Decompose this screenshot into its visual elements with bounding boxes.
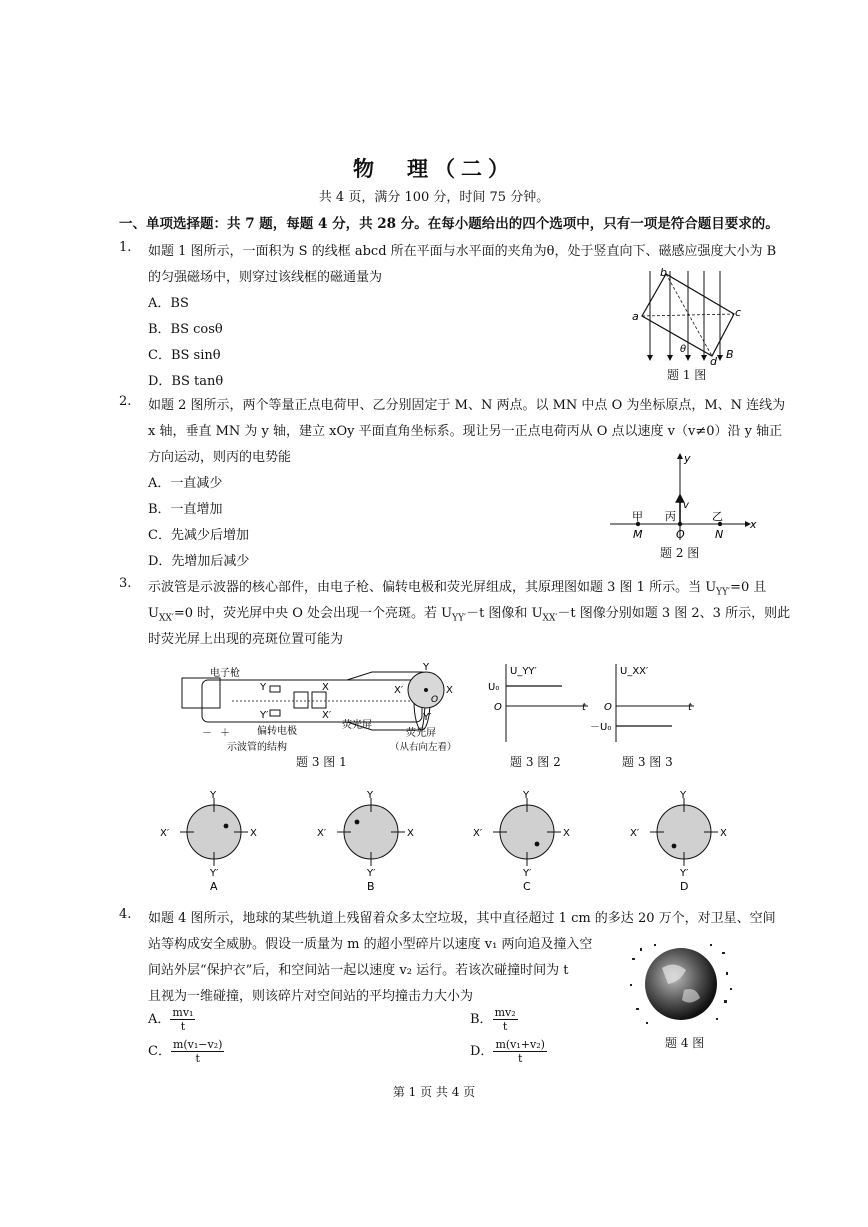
q2-stem-line2: x 轴，垂直 MN 为 y 轴，建立 xOy 平面直角坐标系。现让另一正点电荷丙从 O 点以速度 v（v≠0）沿 y 轴正 <box>148 424 783 439</box>
q1-stem-line2: 的匀强磁场中，则穿过该线框的磁通量为 <box>148 270 383 285</box>
sv-screen-label: 荧光屏 <box>406 728 436 739</box>
q2-stem-line3: 方向运动，则丙的电势能 <box>148 450 292 465</box>
t-label: t <box>688 702 692 713</box>
q3-fig3-caption: 题 3 图 3 <box>622 755 673 769</box>
choice-label: B <box>367 880 375 893</box>
q4-figure-caption: 题 4 图 <box>665 1036 705 1050</box>
svg-text:X: X <box>720 828 727 839</box>
label-a: a <box>632 310 639 323</box>
q4-stem-line4: 且视为一维碰撞，则该碎片对空间站的平均撞击力大小为 <box>148 989 474 1004</box>
axis-label: U_XX′ <box>620 666 649 677</box>
svg-text:Y′: Y′ <box>367 868 376 879</box>
choice-label: D <box>680 880 689 893</box>
q4-option-b: B． $\frac{\text{mv₂}}{t}$ <box>470 1006 516 1033</box>
svg-text:X: X <box>250 828 257 839</box>
v-label: v <box>683 500 689 511</box>
spot <box>224 824 229 829</box>
q1-option-b: B．BS cosθ <box>148 322 223 337</box>
x-label: x <box>750 518 757 531</box>
svg-text:Y′: Y′ <box>210 868 219 879</box>
label-Yp: Y′ <box>260 710 269 721</box>
label-theta: θ <box>680 344 687 355</box>
o-label: O <box>604 702 612 713</box>
q4-number: 4. <box>119 907 132 922</box>
label-b: b <box>660 266 667 279</box>
label-Y: Y <box>260 682 267 693</box>
q1-number: 1. <box>119 240 132 255</box>
svg-text:X′: X′ <box>160 828 170 839</box>
svg-text:Y: Y <box>367 790 374 801</box>
label-structure: 示波管的结构 <box>227 742 287 753</box>
u0-label: U₀ <box>488 682 500 693</box>
svg-text:Y: Y <box>680 790 687 801</box>
label-d: d <box>710 355 717 366</box>
sv-view-note: （从右向左看） <box>390 742 457 753</box>
q3-number: 3. <box>119 576 132 591</box>
q1-figure-caption: 题 1 图 <box>667 368 707 382</box>
svg-text:X: X <box>563 828 570 839</box>
q4-option-d: D． $\frac{\text{m(v₁+v₂)}}{t}$ <box>470 1038 545 1065</box>
neg-u0-label: －U₀ <box>590 722 612 733</box>
label-screen: 荧光屏 <box>342 720 372 731</box>
svg-text:Y′: Y′ <box>680 868 689 879</box>
choice-d <box>630 790 727 893</box>
spot <box>355 820 360 825</box>
spot <box>535 842 540 847</box>
q2-option-a: A．一直减少 <box>148 476 223 491</box>
label-Xp: X′ <box>322 710 332 721</box>
q3-figure3 <box>590 660 700 746</box>
N-label: N <box>715 528 724 541</box>
q3-stem-line1: 示波管是示波器的核心部件，由电子枪、偏转电极和荧光屏组成，其原理图如题 3 图 1 所示。当 $U_{YY'}=0$ 且 <box>148 580 767 598</box>
label-X: X <box>322 682 329 693</box>
q4-stem-line3: 间站外层“保护衣”后，和空间站一起以速度 v₂ 运行。若该次碰撞时间为 t <box>148 963 569 978</box>
charge-bing <box>678 522 682 526</box>
yi-label: 乙 <box>712 510 723 523</box>
q2-stem-line1: 如题 2 图所示，两个等量正点电荷甲、乙分别固定于 M、N 两点。以 MN 中点 O 为坐标原点，M、N 连线为 <box>148 398 786 413</box>
bing-label: 丙 <box>665 510 676 523</box>
q2-option-c: C．先减少后增加 <box>148 528 249 543</box>
q1-option-c: C．BS sinθ <box>148 348 221 363</box>
sv-X: X <box>446 685 453 696</box>
q3-choices <box>154 790 754 894</box>
q1-stem-line1: 如题 1 图所示，一面积为 S 的线框 abcd 所在平面与水平面的夹角为θ，处于竖直向下、磁感应强度大小为 B <box>148 244 777 259</box>
svg-text:Y′: Y′ <box>523 868 532 879</box>
earth <box>645 948 717 1020</box>
q2-figure <box>608 452 760 544</box>
svg-text:X: X <box>407 828 414 839</box>
jia-label: 甲 <box>632 510 643 523</box>
q4-stem-line1: 如题 4 图所示，地球的某些轨道上残留着众多太空垃圾，其中直径超过 1 cm 的多达 20 万个，对卫星、空间 <box>148 911 776 926</box>
label-gun: 电子枪 <box>210 668 240 679</box>
label-plus: ＋ <box>220 728 230 739</box>
sv-Xp: X′ <box>394 685 404 696</box>
t-label: t <box>582 702 586 713</box>
y-label: y <box>684 452 691 465</box>
q1-option-a: A．BS <box>148 296 189 311</box>
label-c: c <box>735 306 742 319</box>
spot <box>672 844 677 849</box>
q3-stem-line2: $U_{XX'}=0$ 时，荧光屏中央 O 处会出现一个亮斑。若 $U_{YY'}-t$ 图像和 $U_{XX'}-t$ 图像分别如题 3 图 2、3 所示，则此 <box>148 606 791 624</box>
O-label: O <box>676 528 685 541</box>
q3-screen-view <box>390 660 470 756</box>
M-label: M <box>633 528 643 541</box>
o-label: O <box>494 702 502 713</box>
q4-stem-line2: 站等构成安全威胁。假设一质量为 m 的超小型碎片以速度 v₁ 两向追及撞入空 <box>148 937 593 952</box>
exam-info: 共 4 页，满分 100 分，时间 75 分钟。 <box>318 190 550 205</box>
svg-text:X′: X′ <box>630 828 640 839</box>
q1-figure <box>630 266 745 366</box>
page-footer: 第 1 页 共 4 页 <box>392 1085 476 1099</box>
sv-Y: Y <box>423 662 430 673</box>
sv-O: O <box>431 695 439 705</box>
svg-text:Y: Y <box>210 790 217 801</box>
q2-option-b: B．一直增加 <box>148 502 223 517</box>
page-title: 物 理（二） <box>353 156 515 181</box>
choice-label: C <box>523 880 531 893</box>
choice-label: A <box>210 880 218 893</box>
axis-label: U_YY′ <box>510 666 537 677</box>
q2-option-d: D．先增加后减少 <box>148 554 250 569</box>
choice-c <box>473 790 570 893</box>
q3-fig1-caption: 题 3 图 1 <box>296 755 347 769</box>
svg-text:X′: X′ <box>473 828 483 839</box>
section-heading: 一、单项选择题：共 7 题，每题 4 分，共 28 分。在每小题给出的四个选项中，只有一项是符合题目要求的。 <box>119 216 779 232</box>
label-B: B <box>726 348 734 361</box>
choice-b <box>317 790 414 893</box>
svg-text:X′: X′ <box>317 828 327 839</box>
sv-Yp: Y′ <box>423 712 432 723</box>
q4-option-a: A． $\frac{\text{mv₁}}{t}$ <box>148 1006 194 1033</box>
q3-stem-line3: 时荧光屏上出现的亮斑位置可能为 <box>148 632 344 647</box>
label-minus: － <box>202 728 212 739</box>
choice-a <box>160 790 257 893</box>
svg-text:Y: Y <box>523 790 530 801</box>
label-plates: 偏转电极 <box>257 726 297 737</box>
q4-option-c: C． $\frac{\text{m(v₁−v₂)}}{t}$ <box>148 1038 223 1065</box>
q3-fig2-caption: 题 3 图 2 <box>510 755 561 769</box>
q4-earth-debris-image <box>626 938 736 1030</box>
battery-circuit <box>182 678 220 708</box>
q1-option-d: D．BS tanθ <box>148 374 224 389</box>
q2-number: 2. <box>119 394 132 409</box>
q2-figure-caption: 题 2 图 <box>660 546 700 560</box>
q3-figure2 <box>484 660 594 746</box>
